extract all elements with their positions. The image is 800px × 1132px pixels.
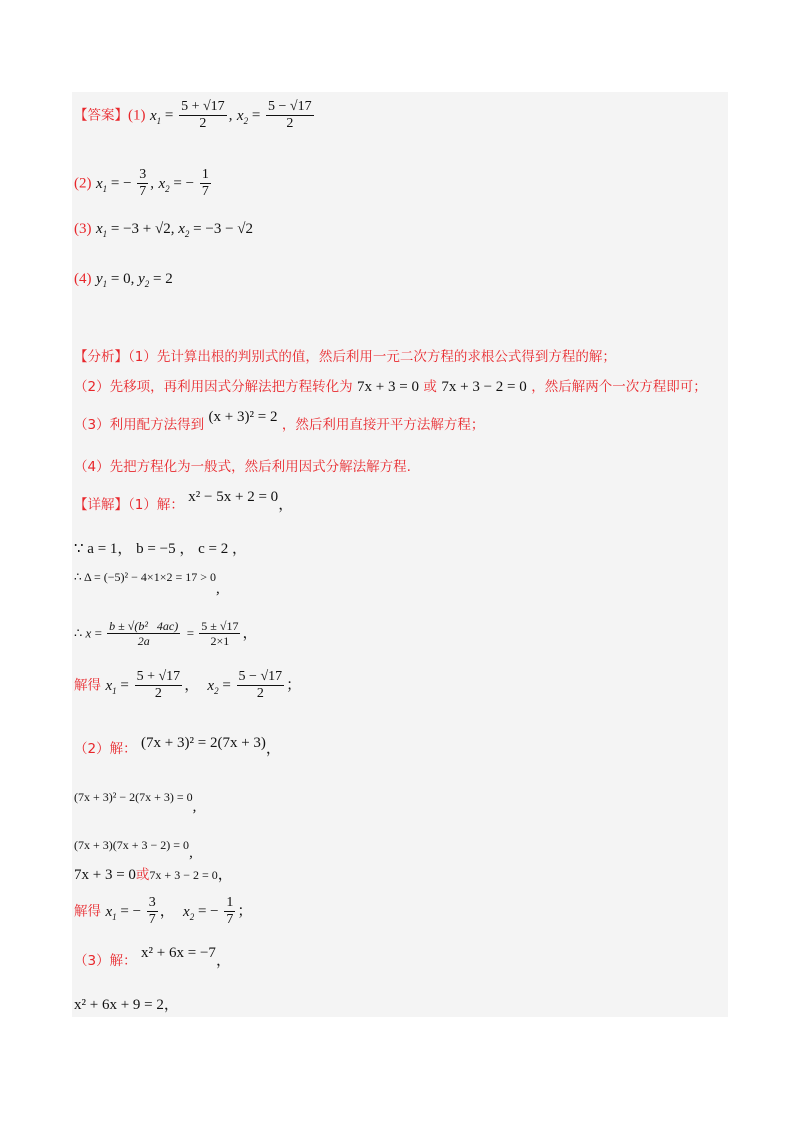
answer-1: 【答案】(1) $x_1$ = $\frac{5 + √17}{2}$ , $x_2$ = $\frac{5 - √17}{2}$ (74, 99, 312, 131)
detail-s3: （3）解： x² + 6x = −7， (74, 945, 231, 969)
detail-s2-roots: 解得 $x_1$ = − $\frac{3}{7}$ ， $x_2$ = − $\frac{1}{7}$ ； (74, 895, 253, 927)
detail-tag: 【详解】 (74, 497, 128, 513)
answer-4-label: (4) (74, 271, 92, 287)
detail-s2: （2）解： (7x + 3)² = 2(7x + 3)， (74, 735, 281, 757)
detail-abc: ∵ a = 1， b = −5 ， c = 2 ， (74, 541, 247, 557)
answer-2-label: (2) (74, 175, 92, 192)
analysis-tag: 【分析】 (74, 349, 128, 365)
answer-tag: 【答案】 (74, 107, 128, 124)
detail-s2-step2: (7x + 3)(7x + 3 − 2) = 0, (74, 838, 193, 861)
detail-s2-step1: (7x + 3)² − 2(7x + 3) = 0, (74, 790, 197, 815)
answer-1-label: (1) (128, 107, 146, 124)
detail-s1: 【详解】（1）解： x² − 5x + 2 = 0， (74, 489, 294, 513)
detail-s3-step1: x² + 6x + 9 = 2， (74, 997, 179, 1013)
detail-s2-step3: 7x + 3 = 0或7x + 3 − 2 = 0， (74, 867, 233, 883)
detail-s1-roots: 解得 $x_1$ = $\frac{5 + √17}{2}$ ， $x_2$ = $\frac{5 - √17}{2}$ ； (74, 669, 302, 701)
answer-3: (3) $x_1 = -3 + √2$, $x_2 = -3 - √2$ (74, 221, 254, 239)
answer-4: (4) $y_1 = 0$, $y_2 = 2$ (74, 271, 173, 289)
analysis-p2: （2）先移项，再利用因式分解法把方程转化为 7x + 3 = 0 或 7x + 3 − 2 = 0 ，然后解两个一次方程即可； (74, 379, 707, 395)
analysis-p1: 【分析】（1）先计算出根的判别式的值，然后利用一元二次方程的求根公式得到方程的解； (74, 349, 616, 365)
analysis-p3: （3）利用配方法得到 (x + 3)² = 2 ，然后利用直接开平方法解方程； (74, 409, 485, 433)
analysis-p4: （4）先把方程化为一般式，然后利用因式分解法解方程. (74, 459, 411, 475)
detail-delta: ∴ Δ = (−5)² − 4×1×2 = 17 > 0, (74, 570, 220, 597)
answer-2: (2) $x_1$ = − $\frac{3}{7}$ , $x_2$ = − $\frac{1}{7}$ (74, 167, 209, 199)
answer-3-label: (3) (74, 221, 92, 237)
detail-formula: ∴ x = $\frac{\text{b ± √(b² 4ac)}}{2a}$ = $\frac{5 \pm √17}{2\times 1}$ ， (74, 619, 258, 648)
